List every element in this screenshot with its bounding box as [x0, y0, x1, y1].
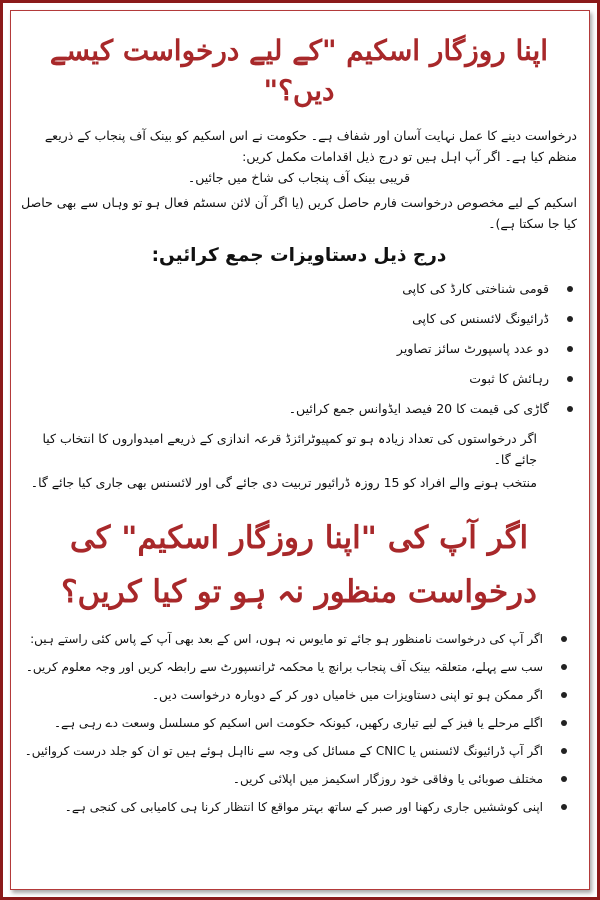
- list-item-text: گاڑی کی قیمت کا 20 فیصد ایڈوانس جمع کرائیں۔: [288, 401, 549, 416]
- list-item-text: مختلف صوبائی یا وفاقی خود روزگار اسکیمز میں اپلائی کریں۔: [232, 772, 543, 786]
- bullet-icon: [561, 776, 567, 782]
- article-content: [21, 31, 577, 883]
- list-item: [21, 765, 547, 793]
- list-item: [21, 394, 553, 424]
- bullet-icon: [567, 406, 573, 412]
- selection-paragraph: اگر درخواستوں کی تعداد زیادہ ہو تو کمپیوٹرائزڈ قرعہ اندازی کے ذریعے امیدواروں کا انتخاب کیا جائے گا۔: [42, 431, 537, 467]
- list-item: [21, 625, 547, 653]
- list-item: [21, 334, 553, 364]
- intro-step-form: اسکیم کے لیے مخصوص درخواست فارم حاصل کریں (یا اگر آن لائن سسٹم فعال ہو تو وہاں سے بھی حاصل کیا جا سکتا ہے)۔: [21, 195, 577, 231]
- intro-step-branch: قریبی بینک آف پنجاب کی شاخ میں جائیں۔: [187, 170, 411, 185]
- bullet-icon: [567, 346, 573, 352]
- bullet-icon: [561, 804, 567, 810]
- list-item-text: قومی شناختی کارڈ کی کاپی: [402, 281, 549, 296]
- intro-paragraph: درخواست دینے کا عمل نہایت آسان اور شفاف ہے۔ حکومت نے اس اسکیم کو بینک آف پنجاب کے ذریعے منظم کیا ہے۔ اگر آپ اہل ہیں تو درج ذیل اقدامات مکمل کریں:: [44, 128, 577, 164]
- list-item-text: ڈرائیونگ لائسنس کی کاپی: [412, 311, 549, 326]
- list-item: [21, 681, 547, 709]
- documents-list: [21, 274, 577, 424]
- list-item: [21, 274, 553, 304]
- list-item-text: اگلے مرحلے یا فیز کے لیے تیاری رکھیں، کیونکہ حکومت اس اسکیم کو مسلسل وسعت دے رہی ہے۔: [54, 716, 543, 730]
- list-item: [21, 737, 547, 765]
- bullet-icon: [561, 636, 567, 642]
- list-item-text: اگر ممکن ہو تو اپنی دستاویزات میں خامیاں دور کر کے دوبارہ درخواست دیں۔: [151, 688, 543, 702]
- list-item: [21, 793, 547, 821]
- list-item-text: اگر آپ ڈرائیونگ لائسنس یا CNIC کے مسائل کی وجہ سے نااہل ہوئے ہیں تو ان کو جلد درست کروائیں۔: [24, 744, 543, 758]
- bullet-icon: [561, 664, 567, 670]
- bullet-icon: [561, 748, 567, 754]
- page-title: اپنا روزگار اسکیم "کے لیے درخواست کیسے دیں؟": [49, 34, 549, 107]
- list-item-text: اگر آپ کی درخواست نامنظور ہو جائے تو مایوس نہ ہوں، اس کے بعد بھی آپ کے پاس کئی راستے ہیں:: [30, 632, 543, 646]
- documents-heading: درج ذیل دستاویزات جمع کرائیں:: [151, 245, 447, 266]
- list-item-text: دو عدد پاسپورٹ سائز تصاویر: [396, 341, 549, 356]
- list-item: [21, 709, 547, 737]
- bullet-icon: [567, 316, 573, 322]
- bullet-icon: [567, 286, 573, 292]
- bullet-icon: [561, 692, 567, 698]
- section-title: اگر آپ کی "اپنا روزگار اسکیم" کی درخواست منظور نہ ہو تو کیا کریں؟: [61, 520, 537, 610]
- list-item: [21, 653, 547, 681]
- list-item: [21, 304, 553, 334]
- list-item: [21, 364, 553, 394]
- bullet-icon: [567, 376, 573, 382]
- list-item-text: سب سے پہلے، متعلقہ بینک آف پنجاب برانچ یا محکمہ ٹرانسپورٹ سے رابطہ کریں اور وجہ معلوم کریں۔: [25, 660, 543, 674]
- training-paragraph: منتخب ہونے والے افراد کو 15 روزہ ڈرائیور تربیت دی جائے گی اور لائسنس بھی جاری کیا جائے گا۔: [30, 475, 537, 490]
- bullet-icon: [561, 720, 567, 726]
- list-item-text: اپنی کوششیں جاری رکھنا اور صبر کے ساتھ بہتر مواقع کا انتظار کرنا ہی کامیابی کی کنجی ہے۔: [64, 800, 543, 814]
- tips-list: [21, 625, 577, 821]
- list-item-text: رہائش کا ثبوت: [469, 371, 549, 386]
